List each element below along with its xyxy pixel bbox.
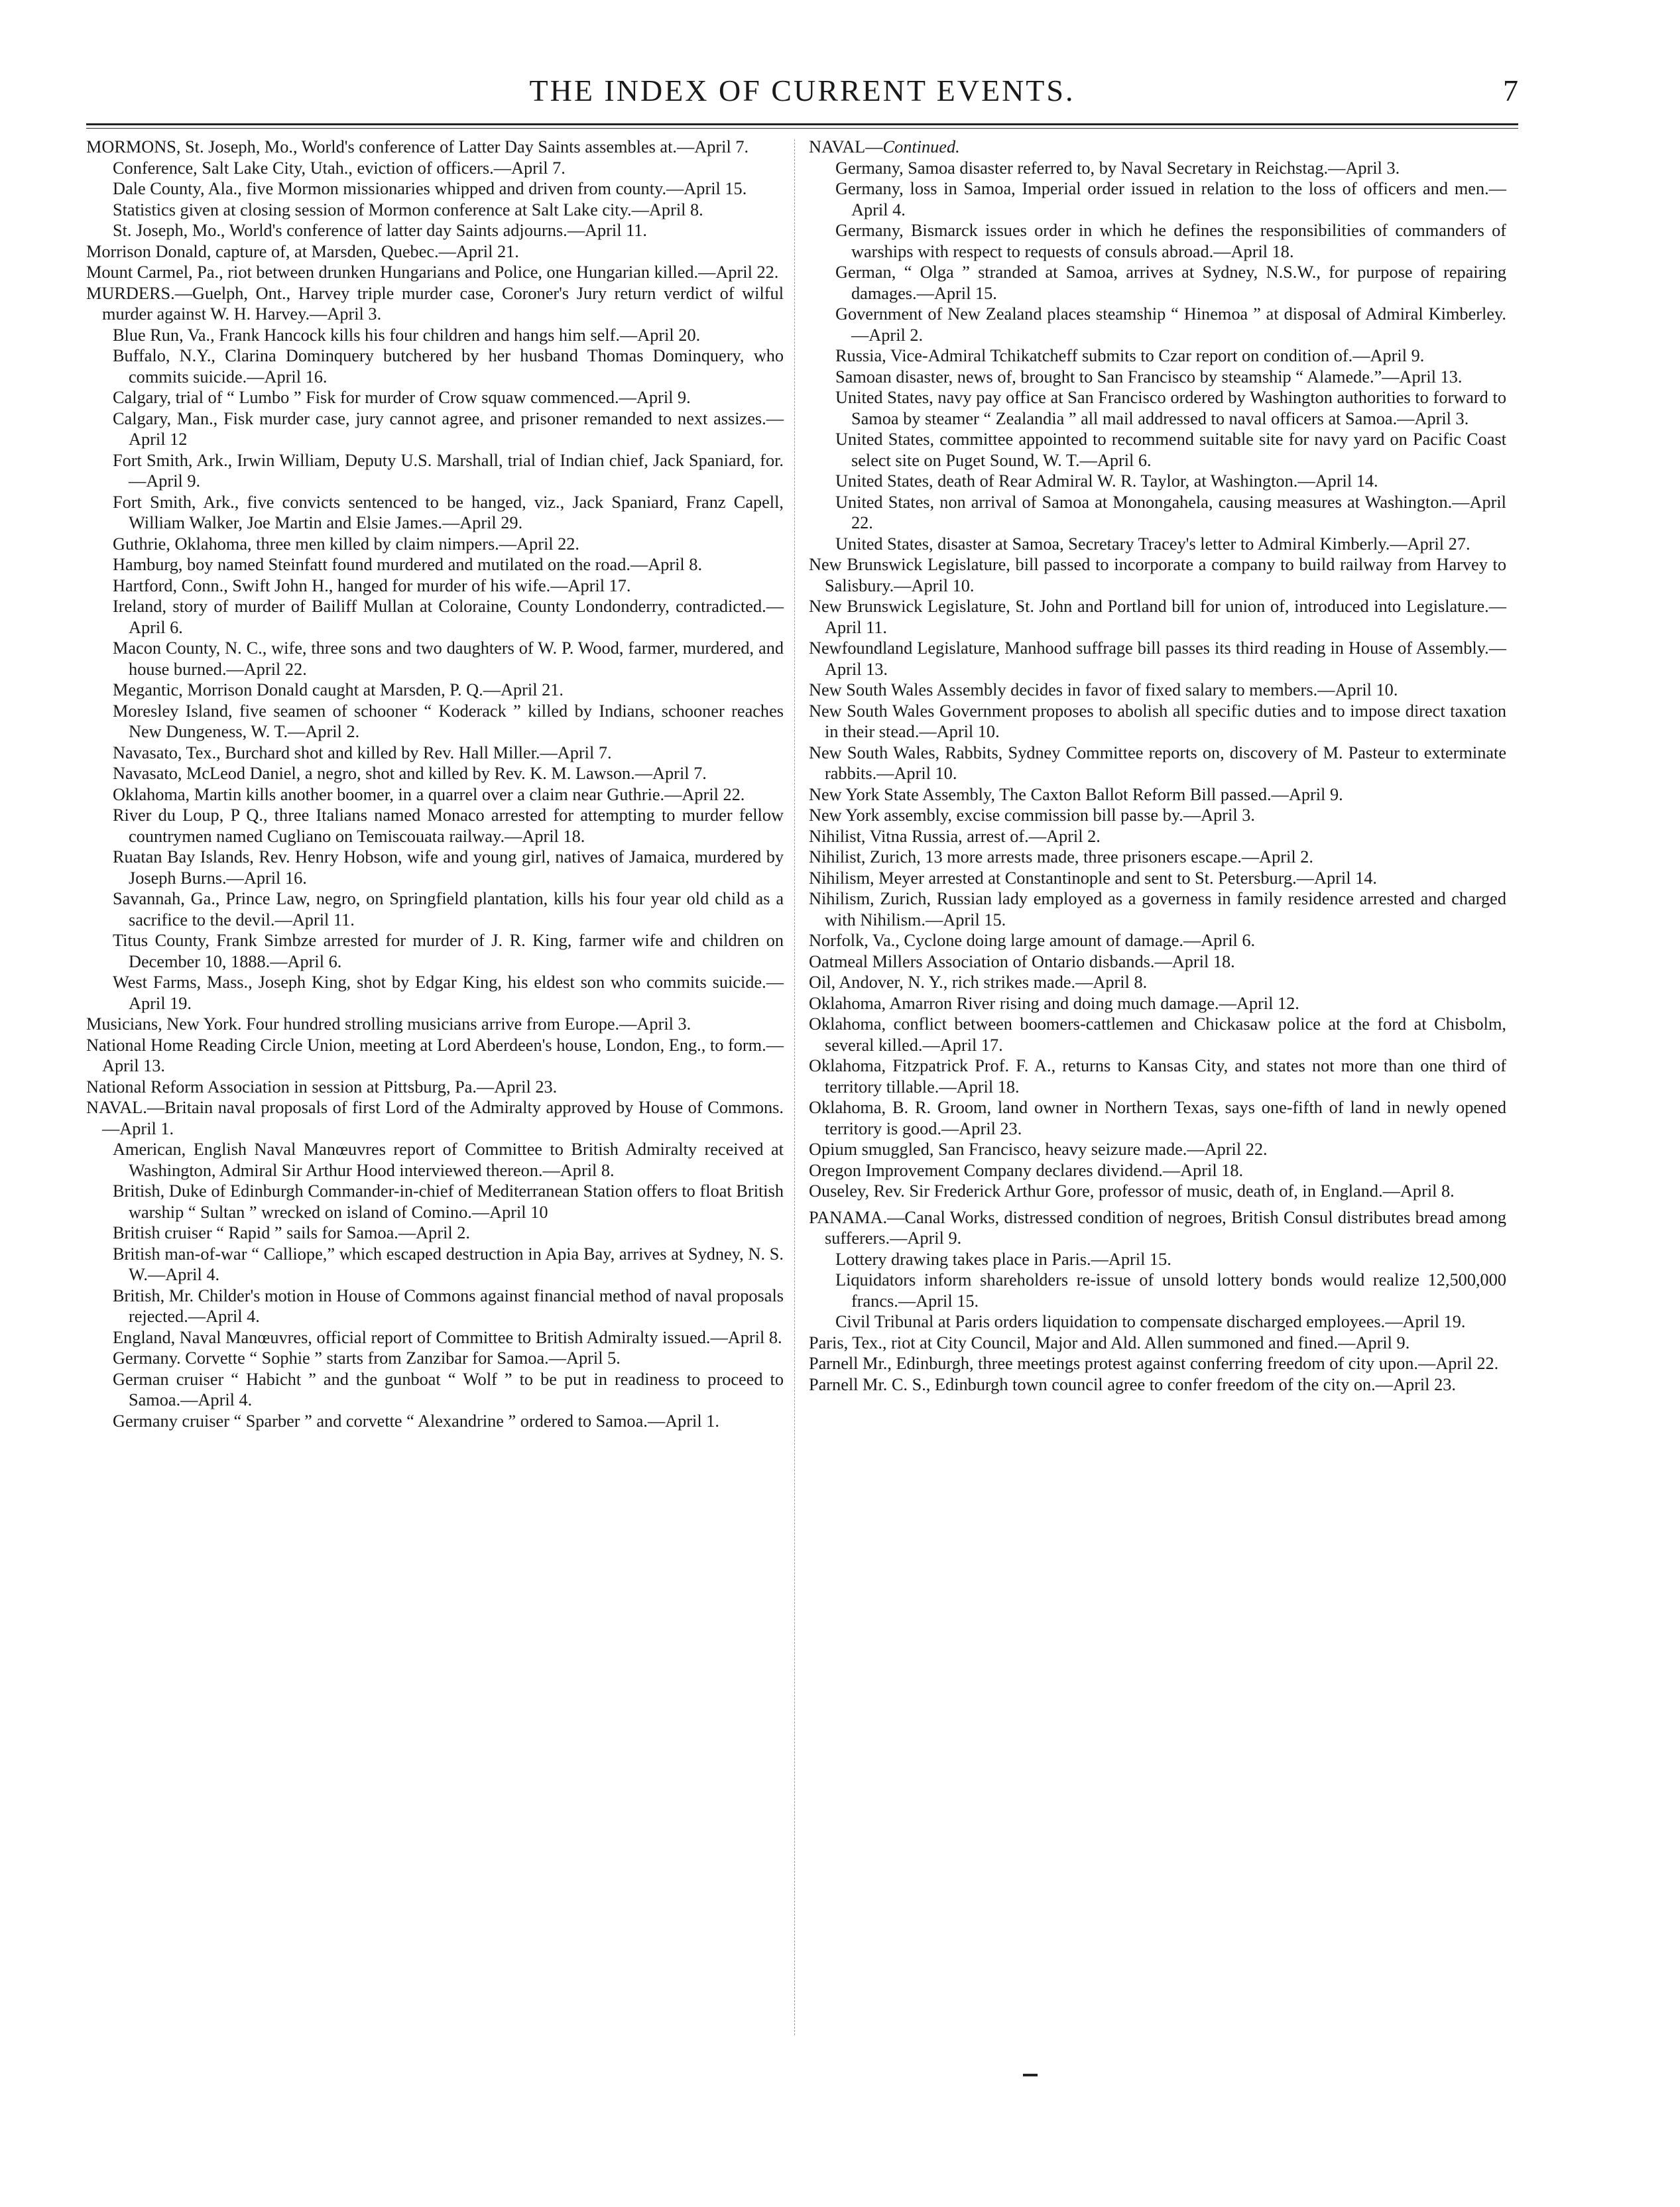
index-entry: Ouseley, Rev. Sir Frederick Arthur Gore, professor of music, death of, in England.—April 8. (809, 1181, 1455, 1201)
continuation-heading (809, 137, 1506, 158)
index-subentry: Dale County, Ala., five Mormon missionaries whipped and driven from county.—April 15. (113, 179, 747, 198)
index-entry: Oatmeal Millers Association of Ontario disbands.—April 18. (809, 951, 1235, 971)
header-rule-thin (86, 128, 1518, 129)
index-subentry: Ireland, story of murder of Bailiff Mullan at Coloraine, County Londonderry, contradicted.—April 6. (113, 597, 784, 637)
index-subentry: Titus County, Frank Simbze arrested for murder of J. R. King, farmer wife and children on December 10, 1888.—April 6. (113, 931, 784, 971)
page-number: 7 (1503, 74, 1518, 107)
index-subentry: Hartford, Conn., Swift John H., hanged for murder of his wife.—April 17. (113, 575, 631, 595)
index-subentry: Navasato, McLeod Daniel, a negro, shot and killed by Rev. K. M. Lawson.—April 7. (113, 764, 707, 783)
index-entry: Musicians, New York. Four hundred strolling musicians arrive from Europe.—April 3. (86, 1014, 691, 1034)
index-subentry: Macon County, N. C., wife, three sons and two daughters of W. P. Wood, farmer, murdered, and house burned.—April 22. (113, 638, 784, 679)
index-entry: Nihilist, Vitna Russia, arrest of.—April 2. (809, 826, 1101, 846)
index-subentry: Fort Smith, Ark., Irwin William, Deputy U.S. Marshall, trial of Indian chief, Jack Spaniard, for.—April 9. (113, 450, 784, 491)
index-subentry: Samoan disaster, news of, brought to San Francisco by steamship “ Alamede.”—April 13. (835, 367, 1463, 387)
footer-mark (1023, 2074, 1038, 2076)
index-subentry: Government of New Zealand places steamship “ Hinemoa ” at disposal of Admiral Kimberley.—April 2. (835, 304, 1506, 345)
index-subentry: Germany. Corvette “ Sophie ” starts from Zanzibar for Samoa.—April 5. (113, 1348, 621, 1368)
index-entry: Parnell Mr. C. S., Edinburgh town council agree to confer freedom of the city on.—April 23. (809, 1374, 1456, 1394)
index-entry: Paris, Tex., riot at City Council, Major and Ald. Allen summoned and fined.—April 9. (809, 1333, 1410, 1352)
index-subentry: Guthrie, Oklahoma, three men killed by claim nimpers.—April 22. (113, 534, 580, 554)
index-subentry: British cruiser “ Rapid ” sails for Samoa.—April 2. (113, 1223, 470, 1242)
index-subentry: Germany, loss in Samoa, Imperial order issued in relation to the loss of officers and men.—April 4. (835, 179, 1506, 219)
index-subentry: German, “ Olga ” stranded at Samoa, arrives at Sydney, N.S.W., for purpose of repairing damages.—April 15. (835, 263, 1506, 303)
index-entry: Opium smuggled, San Francisco, heavy seizure made.—April 22. (809, 1140, 1268, 1159)
left-column (86, 137, 784, 1431)
index-subentry: Statistics given at closing session of Mormon conference at Salt Lake city.—April 8. (113, 200, 703, 219)
index-subentry: Moresley Island, five seamen of schooner “ Koderack ” killed by Indians, schooner reaches New Dungeness, W. T.—April 2. (113, 701, 784, 741)
index-entry: National Home Reading Circle Union, meeting at Lord Aberdeen's house, London, Eng., to form.—April 13. (86, 1035, 784, 1075)
index-subentry: Fort Smith, Ark., five convicts sentenced to be hanged, viz., Jack Spaniard, Franz Capell, William Walker, Joe Martin and Elsie James.—April 29. (113, 492, 784, 532)
page-title: THE INDEX OF CURRENT EVENTS. (529, 74, 1075, 107)
index-subentry: Germany, Samoa disaster referred to, by Naval Secretary in Reichstag.—April 3. (835, 158, 1400, 178)
index-subentry: American, English Naval Manœuvres report of Committee to British Admiralty received at Washington, Admiral Sir Arthur Hood interviewed thereon.—April 8. (113, 1140, 784, 1180)
page-header (86, 73, 1518, 113)
index-subentry: British, Mr. Childer's motion in House of Commons against financial method of naval proposals rejected.—April 4. (113, 1285, 784, 1326)
index-subentry: United States, disaster at Samoa, Secretary Tracey's letter to Admiral Kimberly.—April 27. (835, 534, 1470, 554)
index-subentry: United States, non arrival of Samoa at Monongahela, causing measures at Washington.—April 22. (835, 492, 1506, 532)
index-subentry: Megantic, Morrison Donald caught at Marsden, P. Q.—April 21. (113, 680, 564, 699)
index-subentry: Blue Run, Va., Frank Hancock kills his four children and hangs him self.—April 20. (113, 325, 701, 345)
index-subentry: Calgary, trial of “ Lumbo ” Fisk for murder of Crow squaw commenced.—April 9. (113, 388, 691, 407)
index-subentry: German cruiser “ Habicht ” and the gunboat “ Wolf ” to be put in readiness to proceed to Samoa.—April 4. (113, 1369, 784, 1409)
index-entry: New Brunswick Legislature, bill passed to incorporate a company to build railway from Harvey to Salisbury.—April 10. (809, 555, 1506, 595)
index-subentry: Savannah, Ga., Prince Law, negro, on Springfield plantation, kills his four year old child as a sacrifice to the devil.—April 11. (113, 889, 784, 929)
index-subentry: Lottery drawing takes place in Paris.—April 15. (835, 1249, 1171, 1269)
index-subentry: United States, committee appointed to recommend suitable site for navy yard on Pacific Coast select site on Puget Sound, W. T.—April 6. (835, 430, 1506, 470)
index-subentry: Oklahoma, Martin kills another boomer, in a quarrel over a claim near Guthrie.—April 22. (113, 784, 745, 804)
index-subentry: Liquidators inform shareholders re-issue of unsold lottery bonds would realize 12,500,000 francs.—April 15. (835, 1270, 1506, 1311)
index-subentry: Ruatan Bay Islands, Rev. Henry Hobson, wife and young girl, natives of Jamaica, murdered by Joseph Burns.—April 16. (113, 847, 784, 888)
index-entry: Oklahoma, conflict between boomers-cattlemen and Chickasaw police at the ford at Chisbolm, several killed.—April 17. (809, 1014, 1506, 1055)
index-subentry: Buffalo, N.Y., Clarina Dominquery butchered by her husband Thomas Dominquery, who commits suicide.—April 16. (113, 346, 784, 387)
header-rule-thick (86, 123, 1518, 125)
index-entry: New South Wales Assembly decides in favor of fixed salary to members.—April 10. (809, 680, 1398, 699)
index-subentry: West Farms, Mass., Joseph King, shot by Edgar King, his eldest son who commits suicide.—April 19. (113, 973, 784, 1013)
right-column (809, 137, 1506, 1395)
index-subentry: River du Loup, P Q., three Italians named Monaco arrested for attempting to murder fellow countrymen named Cugliano on Temiscouata railway.—April 18. (113, 805, 784, 846)
index-entry: Nihilist, Zurich, 13 more arrests made, three prisoners escape.—April 2. (809, 847, 1313, 866)
index-subentry: England, Naval Manœuvres, official report of Committee to British Admiralty issued.—April 8. (113, 1327, 782, 1347)
continuation-head: NAVAL— (809, 137, 883, 156)
index-subentry: Conference, Salt Lake City, Utah., eviction of officers.—April 7. (113, 158, 566, 178)
index-subentry: Civil Tribunal at Paris orders liquidation to compensate discharged employees.—April 19. (835, 1312, 1466, 1331)
index-subentry: Germany, Bismarck issues order in which he defines the responsibilities of commanders of warships with respect to requests of consuls abroad.—April 18. (835, 221, 1506, 261)
index-entry: MURDERS.—Guelph, Ont., Harvey triple murder case, Coroner's Jury return verdict of wilful murder against W. H. Harvey.—April 3. (86, 283, 784, 324)
index-entry: Parnell Mr., Edinburgh, three meetings protest against conferring freedom of city upon.—April 22. (809, 1354, 1499, 1373)
index-subentry: Navasato, Tex., Burchard shot and killed by Rev. Hall Miller.—April 7. (113, 743, 612, 762)
index-entry: New South Wales, Rabbits, Sydney Committee reports on, discovery of M. Pasteur to exterminate rabbits.—April 10. (809, 743, 1506, 783)
index-subentry: Russia, Vice-Admiral Tchikatcheff submits to Czar report on condition of.—April 9. (835, 346, 1425, 365)
index-entry: New York State Assembly, The Caxton Ballot Reform Bill passed.—April 9. (809, 784, 1343, 804)
index-entry: Oil, Andover, N. Y., rich strikes made.—April 8. (809, 973, 1148, 992)
index-entry: Oklahoma, Amarron River rising and doing much damage.—April 12. (809, 993, 1299, 1013)
index-subentry: United States, death of Rear Admiral W. R. Taylor, at Washington.—April 14. (835, 471, 1378, 491)
index-subentry: United States, navy pay office at San Francisco ordered by Washington authorities to forward to Samoa by steamer “ Zealandia ” all mail addressed to naval officers at Samoa.—April 3. (835, 388, 1506, 428)
index-subentry: British, Duke of Edinburgh Commander-in-chief of Mediterranean Station offers to float British warship “ Sultan ” wrecked on island of Comino.—April 10 (113, 1181, 784, 1222)
index-entry: Oklahoma, B. R. Groom, land owner in Northern Texas, says one-fifth of land in newly opened territory is good.—April 23. (809, 1098, 1506, 1138)
index-entry: Oklahoma, Fitzpatrick Prof. F. A., returns to Kansas City, and states not more than one third of territory tillable.—April 18. (809, 1056, 1506, 1097)
index-entry: Morrison Donald, capture of, at Marsden, Quebec.—April 21. (86, 241, 519, 261)
continuation-word: Continued. (882, 137, 960, 156)
index-entry: Norfolk, Va., Cyclone doing large amount of damage.—April 6. (809, 931, 1256, 950)
index-subentry: Calgary, Man., Fisk murder case, jury cannot agree, and prisoner remanded to next assizes.—April 12 (113, 408, 784, 449)
column-divider (794, 139, 795, 2035)
index-entry: PANAMA.—Canal Works, distressed condition of negroes, British Consul distributes bread among sufferers.—April 9. (809, 1207, 1506, 1248)
index-subentry: British man-of-war “ Calliope,” which escaped destruction in Apia Bay, arrives at Sydney, N. S. W.—April 4. (113, 1244, 784, 1284)
index-entry: New Brunswick Legislature, St. John and Portland bill for union of, introduced into Legislature.—April 11. (809, 597, 1506, 637)
index-entry: Mount Carmel, Pa., riot between drunken Hungarians and Police, one Hungarian killed.—April 22. (86, 263, 779, 282)
index-entry: New York assembly, excise commission bill passe by.—April 3. (809, 805, 1255, 825)
index-entry: New South Wales Government proposes to abolish all specific duties and to impose direct taxation in their stead.—April 10. (809, 701, 1506, 741)
index-subentry: Germany cruiser “ Sparber ” and corvette “ Alexandrine ” ordered to Samoa.—April 1. (113, 1411, 719, 1431)
index-subentry: St. Joseph, Mo., World's conference of latter day Saints adjourns.—April 11. (113, 221, 647, 240)
index-subentry: Hamburg, boy named Steinfatt found murdered and mutilated on the road.—April 8. (113, 555, 703, 574)
index-entry: Nihilism, Zurich, Russian lady employed as a governess in family residence arrested and charged with Nihilism.—April 15. (809, 889, 1506, 929)
index-entry: Nihilism, Meyer arrested at Constantinople and sent to St. Petersburg.—April 14. (809, 868, 1377, 888)
index-entry: NAVAL.—Britain naval proposals of first Lord of the Admiralty approved by House of Commons.—April 1. (86, 1098, 784, 1138)
index-entry: Oregon Improvement Company declares dividend.—April 18. (809, 1160, 1244, 1180)
index-entry: Newfoundland Legislature, Manhood suffrage bill passes its third reading in House of Assembly.—April 13. (809, 638, 1506, 679)
index-entry: MORMONS, St. Joseph, Mo., World's conference of Latter Day Saints assembles at.—April 7. (86, 137, 749, 156)
index-entry: National Reform Association in session at Pittsburg, Pa.—April 23. (86, 1077, 558, 1097)
